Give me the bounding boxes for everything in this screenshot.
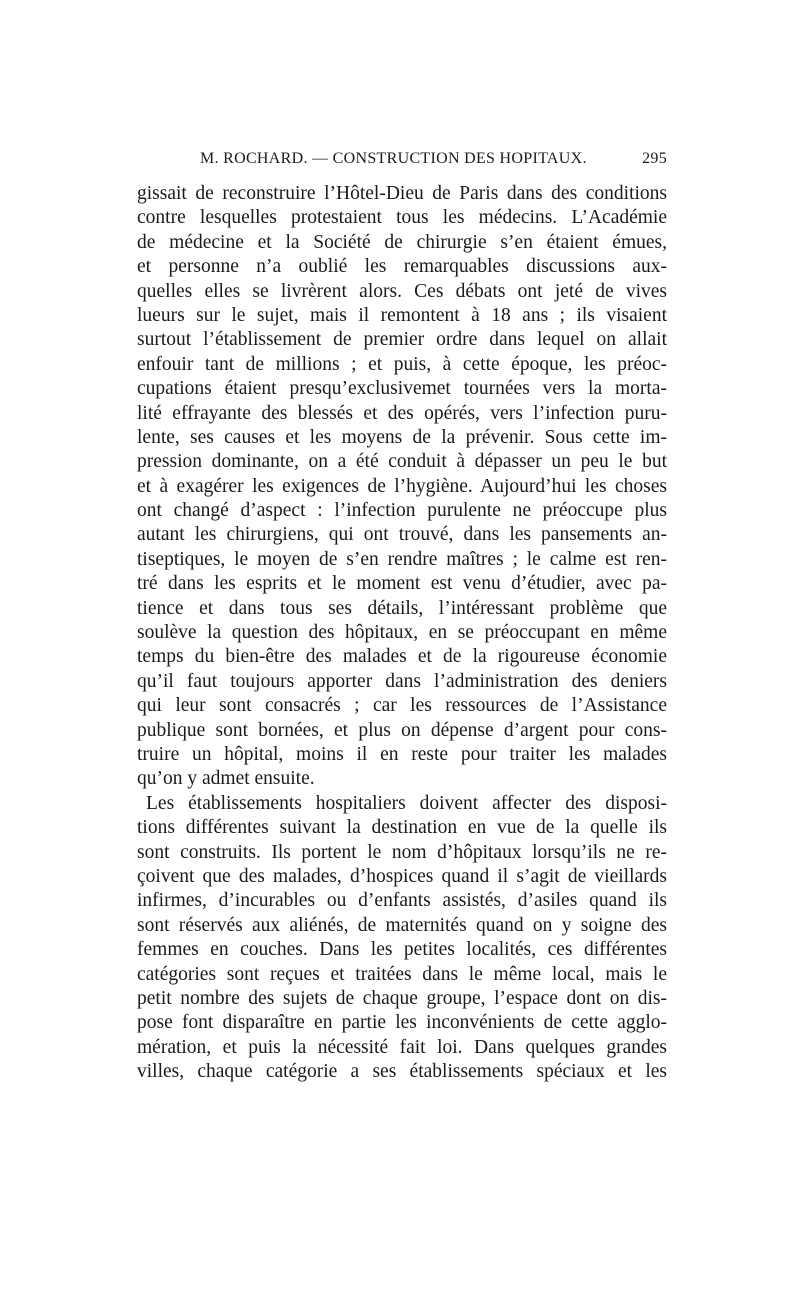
text-line: pression dominante, on a été conduit à dépasser un peu le but	[137, 451, 667, 473]
text-line: tré dans les esprits et le moment est venu d’étudier, avec pa-	[137, 573, 667, 595]
running-header	[200, 150, 667, 174]
text-line: contre lesquelles protestaient tous les médecins. L’Académie	[137, 207, 667, 229]
text-line: infirmes, d’incurables ou d’enfants assistés, d’asiles quand ils	[137, 890, 667, 912]
text-line: et personne n’a oublié les remarquables discussions aux-	[137, 256, 667, 278]
text-line: ont changé d’aspect : l’infection purulente ne préoccupe plus	[137, 500, 667, 522]
text-line: publique sont bornées, et plus on dépense d’argent pour cons-	[137, 719, 667, 741]
text-line: sont construits. Ils portent le nom d’hôpitaux lorsqu’ils ne re-	[137, 841, 667, 863]
text-line: petit nombre des sujets de chaque groupe, l’espace dont on dis-	[137, 987, 667, 1009]
text-line: cupations étaient presqu’exclusivemet tournées vers la morta-	[137, 378, 667, 400]
text-line: qu’il faut toujours apporter dans l’administration des deniers	[137, 670, 667, 692]
text-line: de médecine et la Société de chirurgie s’en étaient émues,	[137, 231, 667, 253]
text-line: gissait de reconstruire l’Hôtel-Dieu de Paris dans des conditions	[137, 183, 667, 204]
text-line: et à exagérer les exigences de l’hygiène. Aujourd’hui les choses	[137, 475, 667, 497]
running-title: M. ROCHARD. — CONSTRUCTION DES HOPITAUX.	[200, 150, 587, 167]
paragraph-end-line: qu’on y admet ensuite.	[137, 768, 315, 790]
text-line: truire un hôpital, moins il en reste pour traiter les malades	[137, 743, 667, 765]
text-line: tience et dans tous ses détails, l’intéressant problème que	[137, 597, 667, 619]
text-line: çoivent que des malades, d’hospices quand il s’agit de vieillards	[137, 865, 667, 887]
body-text	[137, 182, 667, 1084]
text-line: enfouir tant de millions ; et puis, à cette époque, les préoc-	[137, 353, 667, 375]
text-line: femmes en couches. Dans les petites localités, ces différentes	[137, 939, 667, 961]
paragraph-start-line: Les établissements hospitaliers doivent affecter des disposi-	[146, 792, 667, 814]
text-line: temps du bien-être des malades et de la rigoureuse économie	[137, 646, 667, 668]
text-line: sont réservés aux aliénés, de maternités quand on y soigne des	[137, 914, 667, 936]
text-line: lente, ses causes et les moyens de la prévenir. Sous cette im-	[137, 426, 667, 448]
text-line: tions différentes suivant la destination en vue de la quelle ils	[137, 817, 667, 839]
text-line: catégories sont reçues et traitées dans le même local, mais le	[137, 963, 667, 985]
text-line: quelles elles se livrèrent alors. Ces débats ont jeté de vives	[137, 280, 667, 302]
text-line: mération, et puis la nécessité fait loi. Dans quelques grandes	[137, 1036, 667, 1058]
text-line: surtout l’établissement de premier ordre dans lequel on allait	[137, 329, 667, 351]
text-line: lueurs sur le sujet, mais il remontent à 18 ans ; ils visaient	[137, 304, 667, 326]
text-line: lité effrayante des blessés et des opérés, vers l’infection puru-	[137, 402, 667, 424]
text-line: pose font disparaître en partie les inconvénients de cette agglo-	[137, 1012, 667, 1034]
text-line: villes, chaque catégorie a ses établissements spéciaux et les	[137, 1061, 667, 1083]
page-number: 295	[642, 150, 667, 167]
text-line: soulève la question des hôpitaux, en se préoccupant en même	[137, 622, 667, 644]
text-line: autant les chirurgiens, qui ont trouvé, dans les pansements an-	[137, 524, 667, 546]
text-line: tiseptiques, le moyen de s’en rendre maîtres ; le calme est ren-	[137, 548, 667, 570]
text-line: qui leur sont consacrés ; car les ressources de l’Assistance	[137, 695, 667, 717]
